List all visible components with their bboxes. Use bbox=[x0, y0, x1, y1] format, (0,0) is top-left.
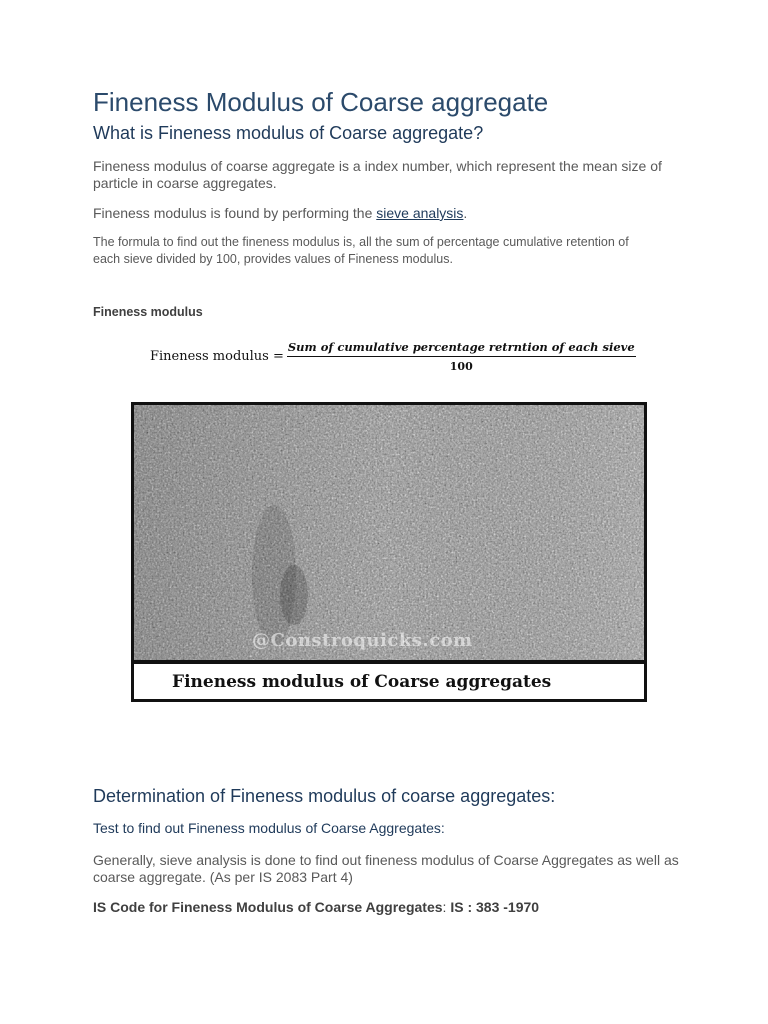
is-code-separator: : bbox=[442, 899, 451, 915]
paragraph-formula-description: The formula to find out the fineness modulus is, all the sum of percentage cumulative retention of each sieve divided by 100, provides values of Fineness modulus. bbox=[93, 235, 629, 266]
formula-label: Fineness modulus bbox=[93, 305, 203, 319]
paragraph-sieve-suffix: . bbox=[463, 205, 468, 221]
formula-denominator: 100 bbox=[449, 360, 473, 373]
watermark: @Constroquicks.com bbox=[252, 630, 473, 651]
test-heading: Test to find out Fineness modulus of Coarse Aggregates: bbox=[93, 820, 445, 836]
aggregate-photo bbox=[134, 405, 644, 660]
subtitle: What is Fineness modulus of Coarse aggregate? bbox=[93, 123, 484, 143]
aggregate-figure bbox=[131, 402, 647, 702]
formula-numerator: Sum of cumulative percentage retrntion of each sieve bbox=[287, 340, 636, 357]
page-title: Fineness Modulus of Coarse aggregate bbox=[93, 87, 549, 117]
section-heading: Determination of Fineness modulus of coarse aggregates: bbox=[93, 786, 556, 806]
paragraph-sieve bbox=[93, 205, 683, 222]
formula bbox=[150, 340, 636, 373]
paragraph-sieve-prefix: Fineness modulus is found by performing the bbox=[93, 205, 377, 221]
sieve-analysis-link[interactable]: sieve analysis bbox=[376, 205, 464, 221]
is-code-line bbox=[93, 899, 693, 916]
figure-caption: Fineness modulus of Coarse aggregates bbox=[172, 671, 552, 692]
is-code-value: IS : 383 -1970 bbox=[450, 899, 540, 915]
is-code-label: IS Code for Fineness Modulus of Coarse Aggregates bbox=[93, 899, 443, 915]
paragraph-sieve-process: Generally, sieve analysis is done to find out fineness modulus of Coarse Aggregates as well as coarse aggregate. (As per IS 2083 Part 4) bbox=[93, 852, 679, 885]
paragraph-definition: Fineness modulus of coarse aggregate is a index number, which represent the mean size of particle in coarse aggregates. bbox=[93, 158, 662, 191]
formula-fraction bbox=[287, 340, 636, 373]
figure-caption-bar bbox=[134, 660, 644, 699]
formula-lhs: Fineness modulus = bbox=[150, 349, 284, 364]
